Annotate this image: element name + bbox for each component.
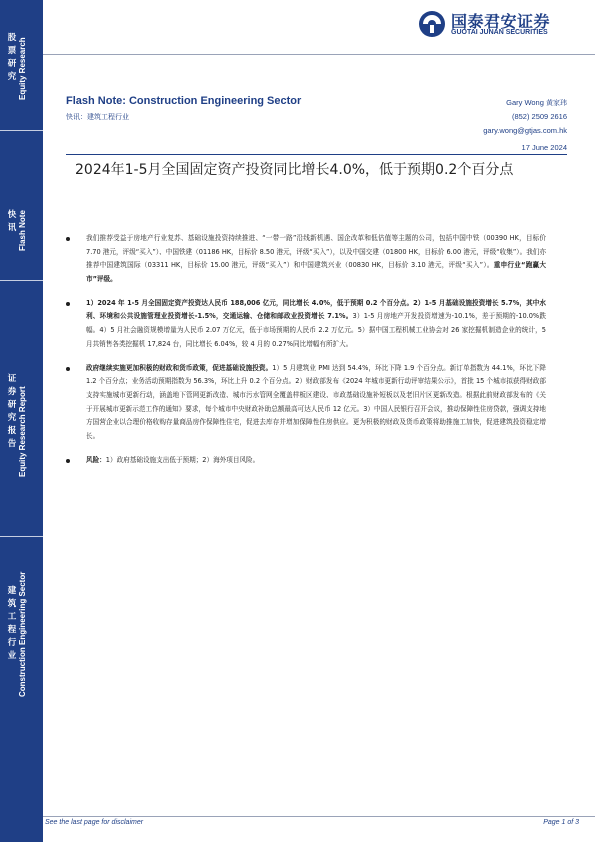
bullet-risks (66, 454, 546, 468)
header-rule (66, 154, 567, 155)
logo-name-zh: 国泰君安证券 (451, 12, 551, 31)
footer-rule (43, 816, 595, 817)
sidebar-label-en: Construction Engineering Sector (18, 571, 27, 697)
bullet-text: 3）1-5 月房地产开发投资增速为-10.1%，差于预期的-10.0%跌幅。4）5 月社会融资规模增量为人民币 2.07 万亿元，低于市场预期的人民币 2.2 万亿元。5）据中国工程机械工业协会对 26 家挖掘机制造企业的统计，5 月共销售各类挖掘机 17,824 台，同比增长 6.04%，较 4 月的 0.27%同比增幅有所扩大。 (86, 312, 546, 348)
bullet-dot-icon (66, 237, 70, 241)
analyst-email-link[interactable]: gary.wong@gtjas.com.hk (483, 126, 567, 135)
footer-disclaimer-link[interactable]: See the last page for disclaimer (45, 819, 144, 826)
sidebar (0, 0, 43, 842)
company-logo (418, 9, 583, 39)
bullet-text-bold: 政府继续实施更加积极的财政和货币政策，促进基础设施投资。 (86, 363, 273, 372)
bullet-text-bold: 重申行业“跑赢大市”评级。 (86, 261, 546, 283)
page-number: Page 1 of 3 (543, 819, 579, 826)
bullet-dot-icon (66, 459, 70, 463)
sidebar-label-en: Flash Note (18, 210, 27, 251)
sidebar-section-equity-research (0, 0, 43, 130)
header-top-rule (43, 54, 595, 55)
bullet-dot-icon (66, 367, 70, 371)
sidebar-label-zh: 股票研究 (7, 33, 17, 82)
bullet-recommendation (66, 232, 546, 286)
analyst-name-en: Gary Wong (506, 98, 544, 107)
sidebar-label-zh: 快讯 (7, 210, 17, 233)
sidebar-label-zh: 证券研究报告 (7, 374, 17, 449)
analyst-name (506, 98, 567, 108)
bullet-macro-data (66, 297, 546, 351)
page-title: 2024年1-5月全国固定资产投资同比增长4.0%，低于预期0.2个百分点 (75, 162, 514, 178)
sidebar-label-zh: 建筑工程行业 (7, 586, 17, 661)
report-date: 17 June 2024 (521, 143, 567, 152)
report-series-subtitle: 快讯：建筑工程行业 (66, 113, 129, 121)
bullet-text: 我们推荐受益于房地产行业复苏、基础设施投资持续推进、“一带一路”沿线新机遇、国企改革和低估值等主题的公司，包括中国中铁（00390 HK，目标价 7.70 港元，评级“买入”）、中国铁建（01186 HK，目标价 8.50 港元，评级“买入”），以及中国交建（01800 HK，目标价 6.00 港元，评级“收集”）。我们亦推荐中国建筑国际（03311 HK，目标价 15.00 港元，评级“买入”）和中国建筑兴业（00830 HK，目标价 3.10 港元，评级“买入”）。 (86, 234, 546, 270)
sidebar-label-en: Equity Research (18, 37, 27, 100)
sidebar-section-equity-report (0, 281, 43, 536)
sidebar-label-en: Equity Research Report (18, 386, 27, 477)
bullet-text-bold: 1）2024 年 1-5 月全国固定资产投资达人民币 188,006 亿元，同比增长 4.0%，低于预期 0.2 个百分点。2）1-5 月基础设施投资增长 5.7%，其中水利、环境和公共设施管理业投资增长-1.5%，交通运输、仓储和邮政业投资增长 7.1%。 (86, 298, 546, 321)
report-series-title: Flash Note: Construction Engineering Sector (66, 95, 302, 107)
sidebar-section-sector (0, 537, 43, 842)
bullet-dot-icon (66, 302, 70, 306)
analyst-phone: (852) 2509 2616 (511, 112, 567, 121)
summary-bullets (66, 232, 546, 478)
bullet-text: 1）5 月建筑业 PMI 达到 54.4%，环比下降 1.9 个百分点。新订单指数为 44.1%，环比下降 1.2 个百分点；业务活动预期指数为 56.3%，环比上升 0.2 个百分点。2）财政部发布《2024 年城市更新行动评审结果公示》，首批 15 个城市拟获得财政部支持实施城市更新行动，涵盖地下管网更新改造、城市污水管网全覆盖样板区建设、市政基础设施补短板以及老旧片区更新改造。根据此前财政部发布的《关于开展城市更新示范工作的通知》要求，每个城市中央财政补助总额最高可达人民币 12 亿元。3）中国人民银行召开会议，推动保障性住房贷款，强调支持地方国营企业以合理价格收购存量商品房作保障性住宅，促进去库存并增加保障性住房供应。更为积极的财政及货币政策将助推施工加快，促进建筑投资稳定增长。 (86, 363, 546, 440)
bullet-text-bold: 风险： (86, 455, 106, 464)
bullet-policy (66, 362, 546, 444)
logo-mark-icon (418, 10, 446, 38)
sidebar-section-flash-note (0, 131, 43, 280)
bullet-text: 1）政府基础设施支出低于预期；2）海外项目风险。 (105, 455, 260, 464)
analyst-name-zh: 黄家玮 (546, 99, 567, 107)
logo-name-en: GUOTAI JUNAN SECURITIES (451, 29, 548, 36)
